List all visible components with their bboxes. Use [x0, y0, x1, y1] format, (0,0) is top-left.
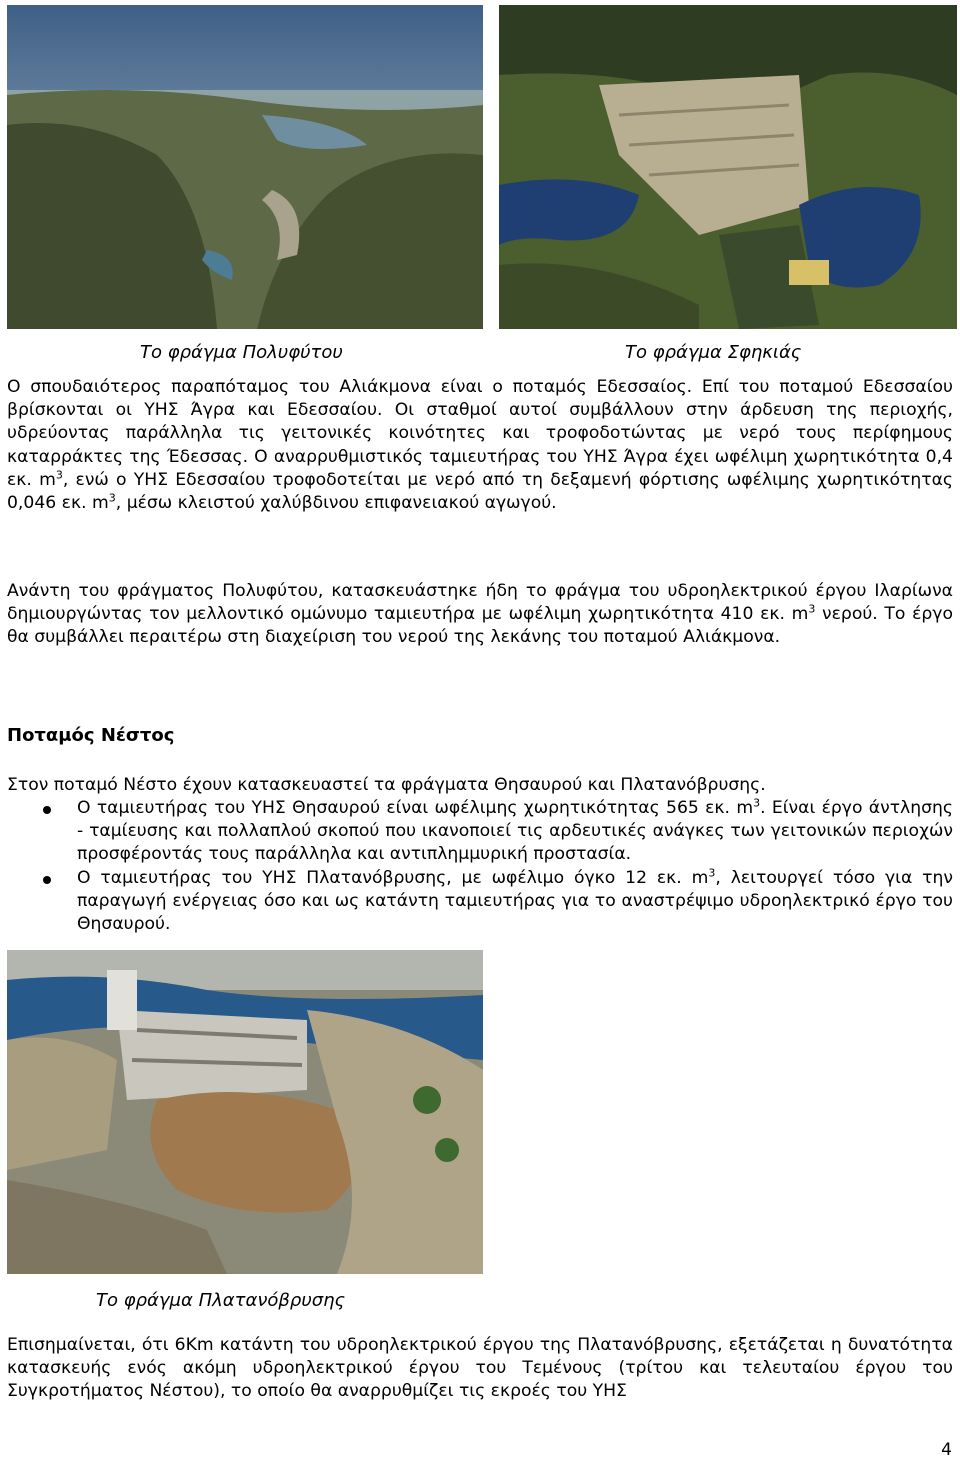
caption-platanovrysis: Το φράγμα Πλατανόβρυσης — [96, 1290, 346, 1311]
paragraph-temenous: Επισημαίνεται, ότι 6Km κατάντη του υδροηλεκτρικού έργου της Πλατανόβρυσης, εξετάζεται η δυνατότητα κατασκευής ενός ακόμη υδροηλεκτρικού έργου του Τεμένους (τρίτου και τελευταίου έργου του Συγκροτήματος Νέστου), το οποίο θα αναρρυθμίζει τις εκροές του ΥΗΣ — [7, 1335, 953, 1402]
superscript: 3 — [708, 865, 716, 879]
bullet-icon — [43, 876, 51, 884]
photo-sfikias-dam — [499, 5, 957, 329]
superscript: 3 — [753, 796, 761, 810]
paragraph-text: Ανάντη του φράγματος Πολυφύτου, κατασκευάστηκε ήδη το φράγμα του υδροηλεκτρικού έργου Ιλαρίωνα δημιουργώντας τον μελλοντικό ομώνυμο ταμιευτήρα με ωφέλιμη χωρητικότητα 410 εκ. m — [7, 581, 953, 625]
section-heading-nestos: Ποταμός Νέστος — [7, 725, 175, 746]
superscript: 3 — [808, 602, 816, 616]
list-item-text: Ο ταμιευτήρας του ΥΗΣ Πλατανόβρυσης, με ωφέλιμο όγκο 12 εκ. m — [77, 867, 709, 888]
paragraph-text: , ενώ ο ΥΗΣ Εδεσσαίου τροφοδοτείται με νερό από τη δεξαμενή φόρτισης ωφέλιμης χωρητικότητας 0,046 εκ. m — [7, 469, 953, 514]
list-item-thisavrou — [7, 797, 953, 867]
list-item-platanovrysis — [7, 867, 953, 937]
paragraph-text: , μέσω κλειστού χαλύβδινου επιφανειακού αγωγού. — [115, 493, 557, 514]
caption-polyfytou: Το φράγμα Πολυφύτου — [140, 342, 343, 363]
photo-polyfytou-dam — [7, 5, 483, 329]
paragraph-text: νερού. Το έργο θα συμβάλλει περαιτέρω στη διαχείριση του νερού της λεκάνης του ποταμού Αλιάκμονα. — [7, 604, 953, 648]
page-number: 4 — [941, 1440, 952, 1460]
bullet-icon — [43, 806, 51, 814]
paragraph-ilarionas — [7, 580, 953, 650]
paragraph-edessaios — [7, 376, 953, 515]
superscript: 3 — [55, 468, 63, 482]
paragraph-text: Ο σπουδαιότερος παραπόταμος του Αλιάκμονα είναι ο ποταμός Εδεσσαίος. Επί του ποταμού Εδεσσαίου βρίσκονται οι ΥΗΣ Άγρα και Εδεσσαίου. Οι σταθμοί αυτοί συμβάλλουν στην άρδευση της περιοχής, υδρεύοντας παράλληλα τις γειτονικές κοινότητες και τροφοδοτώντας με νερό τους περίφημους καταρράκτες της Έδεσσας. Ο αναρρυθμιστικός ταμιευτήρας του ΥΗΣ Άγρα έχει ωφέλιμη χωρητικότητα 0,4 εκ. m — [7, 377, 953, 490]
list-item-text: , λειτουργεί τόσο για την παραγωγή ενέργειας όσο και ως κατάντη ταμιευτήρας για το αναστρέψιμο υδροηλεκτρικό έργο του Θησαυρού. — [77, 867, 953, 935]
list-item-text: . Είναι έργο άντλησης - ταμίευσης και πολλαπλού σκοπού που ικανοποιεί τις αρδευτικές ανάγκες των γειτονικών περιοχών προσφέροντάς τους παράλληλα και αντιπλημμυρική προστασία. — [77, 798, 954, 865]
paragraph-nestos-intro: Στον ποταμό Νέστο έχουν κατασκευαστεί τα φράγματα Θησαυρού και Πλατανόβρυσης. — [7, 775, 766, 795]
bullet-list-nestos — [7, 797, 953, 936]
photo-platanovrysis-dam — [7, 950, 483, 1274]
caption-sfikias: Το φράγμα Σφηκιάς — [625, 342, 802, 363]
list-item-text: Ο ταμιευτήρας του ΥΗΣ Θησαυρού είναι ωφέλιμης χωρητικότητας 565 εκ. m — [77, 798, 754, 818]
superscript: 3 — [108, 491, 116, 505]
